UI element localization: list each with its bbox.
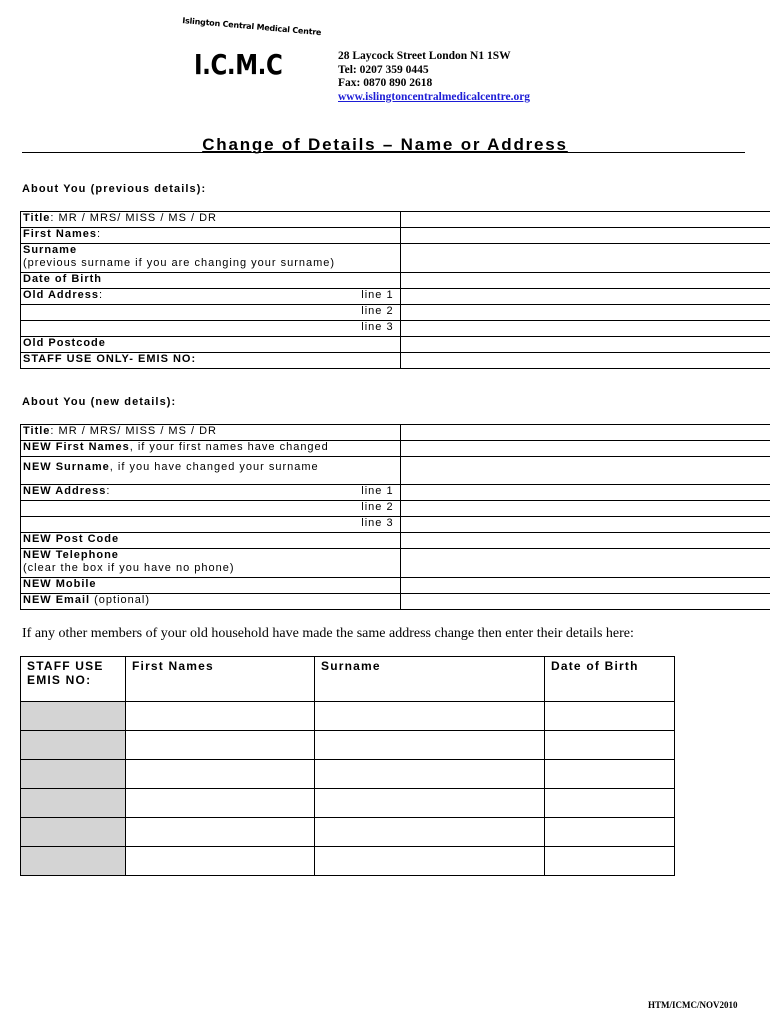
contact-block — [338, 50, 530, 104]
prev-surname-label: Surname (previous surname if you are changing your surname) — [21, 244, 401, 273]
prev-postcode-label: Old Postcode — [21, 337, 401, 353]
new-address-line3-field[interactable] — [400, 517, 770, 533]
table-row — [21, 731, 675, 760]
logo-arc-text: Islington Central Medical Centre — [181, 16, 322, 38]
emis-cell[interactable] — [21, 818, 126, 847]
new-address-line3-label: line 3 — [21, 517, 401, 533]
title-rule — [22, 152, 745, 153]
prev-address-line3-field[interactable] — [400, 321, 770, 337]
prev-surname-field[interactable] — [400, 244, 770, 273]
first-names-cell[interactable] — [126, 818, 315, 847]
new-details-table — [20, 424, 770, 610]
new-title-label: Title: MR / MRS/ MISS / MS / DR — [21, 425, 401, 441]
surname-cell[interactable] — [315, 847, 545, 876]
col-header-staff-emis: STAFF USE EMIS NO: — [21, 657, 126, 702]
emis-cell[interactable] — [21, 731, 126, 760]
new-postcode-label: NEW Post Code — [21, 533, 401, 549]
previous-details-heading: About You (previous details): — [22, 183, 207, 195]
new-telephone-field[interactable] — [400, 549, 770, 578]
new-email-label: NEW Email (optional) — [21, 594, 401, 610]
dob-cell[interactable] — [545, 760, 675, 789]
previous-details-table — [20, 211, 770, 369]
dob-cell[interactable] — [545, 702, 675, 731]
new-details-heading: About You (new details): — [22, 396, 177, 408]
emis-cell[interactable] — [21, 789, 126, 818]
col-header-surname: Surname — [315, 657, 545, 702]
practice-logo: I.C.M.C — [194, 48, 283, 81]
document-reference: HTM/ICMC/NOV2010 — [648, 1000, 738, 1010]
surname-cell[interactable] — [315, 818, 545, 847]
new-address-line2-field[interactable] — [400, 501, 770, 517]
household-intro: If any other members of your old household have made the same address change then enter their details here: — [22, 626, 634, 641]
dob-cell[interactable] — [545, 731, 675, 760]
prev-address-line2-field[interactable] — [400, 305, 770, 321]
prev-dob-label: Date of Birth — [21, 273, 401, 289]
new-email-field[interactable] — [400, 594, 770, 610]
emis-cell[interactable] — [21, 702, 126, 731]
prev-address-line1-label: Old Address: line 1 — [21, 289, 401, 305]
prev-title-label: Title: MR / MRS/ MISS / MS / DR — [21, 212, 401, 228]
surname-cell[interactable] — [315, 760, 545, 789]
first-names-cell[interactable] — [126, 702, 315, 731]
prev-first-names-label: First Names: — [21, 228, 401, 244]
new-title-field[interactable] — [400, 425, 770, 441]
new-mobile-field[interactable] — [400, 578, 770, 594]
new-postcode-field[interactable] — [400, 533, 770, 549]
emis-cell[interactable] — [21, 760, 126, 789]
prev-emis-field[interactable] — [400, 353, 770, 369]
address-line: 28 Laycock Street London N1 1SW — [338, 50, 511, 62]
table-row — [21, 789, 675, 818]
col-header-dob: Date of Birth — [545, 657, 675, 702]
new-first-names-field[interactable] — [400, 441, 770, 457]
surname-cell[interactable] — [315, 731, 545, 760]
dob-cell[interactable] — [545, 818, 675, 847]
website-link[interactable]: www.islingtoncentralmedicalcentre.org — [338, 90, 531, 103]
new-address-line1-field[interactable] — [400, 485, 770, 501]
new-telephone-label: NEW Telephone (clear the box if you have no phone) — [21, 549, 401, 578]
emis-cell[interactable] — [21, 847, 126, 876]
prev-address-line1-field[interactable] — [400, 289, 770, 305]
new-first-names-label: NEW First Names, if your first names have changed — [21, 441, 401, 457]
prev-emis-label: STAFF USE ONLY- EMIS NO: — [21, 353, 401, 369]
prev-postcode-field[interactable] — [400, 337, 770, 353]
new-mobile-label: NEW Mobile — [21, 578, 401, 594]
table-row — [21, 760, 675, 789]
telephone-line: Tel: 0207 359 0445 — [338, 63, 429, 76]
fax-line: Fax: 0870 890 2618 — [338, 77, 433, 89]
table-row — [21, 847, 675, 876]
dob-cell[interactable] — [545, 847, 675, 876]
new-address-line1-label: NEW Address: line 1 — [21, 485, 401, 501]
col-header-first-names: First Names — [126, 657, 315, 702]
page-title: Change of Details – Name or Address — [202, 135, 568, 154]
prev-title-field[interactable] — [400, 212, 770, 228]
table-row — [21, 702, 675, 731]
first-names-cell[interactable] — [126, 847, 315, 876]
first-names-cell[interactable] — [126, 760, 315, 789]
new-address-line2-label: line 2 — [21, 501, 401, 517]
first-names-cell[interactable] — [126, 789, 315, 818]
dob-cell[interactable] — [545, 789, 675, 818]
prev-address-line2-label: line 2 — [21, 305, 401, 321]
new-surname-label: NEW Surname, if you have changed your surname — [21, 457, 401, 485]
table-row — [21, 818, 675, 847]
first-names-cell[interactable] — [126, 731, 315, 760]
surname-cell[interactable] — [315, 702, 545, 731]
surname-cell[interactable] — [315, 789, 545, 818]
new-surname-field[interactable] — [400, 457, 770, 485]
prev-first-names-field[interactable] — [400, 228, 770, 244]
household-table — [20, 656, 675, 876]
prev-dob-field[interactable] — [400, 273, 770, 289]
prev-address-line3-label: line 3 — [21, 321, 401, 337]
